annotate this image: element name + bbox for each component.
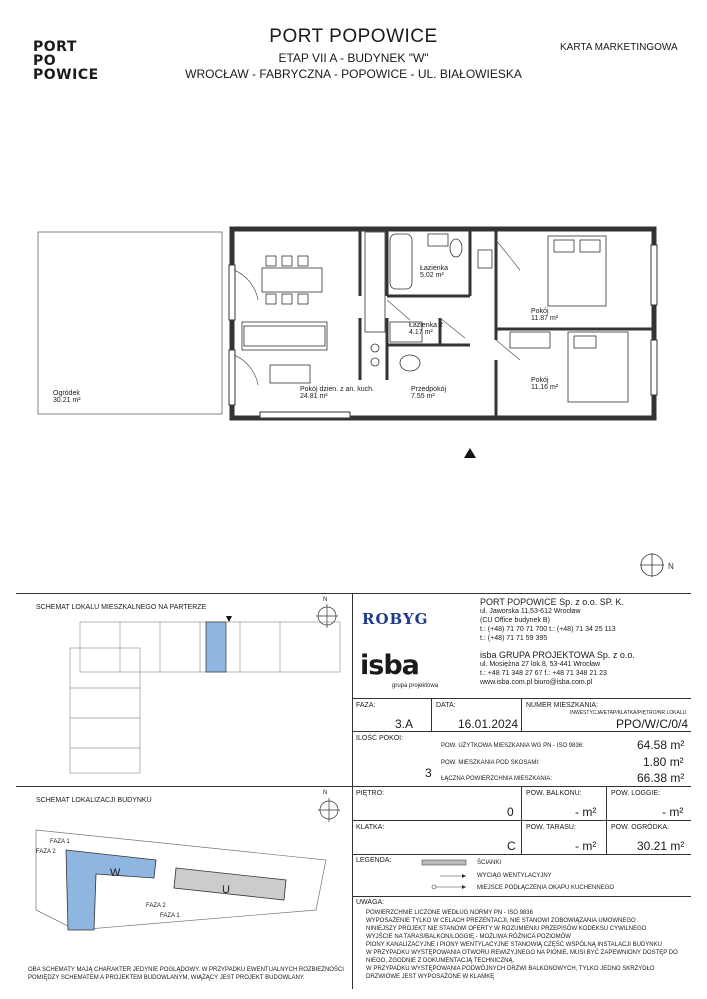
company1-block [480, 598, 690, 643]
divider-v3 [521, 786, 522, 854]
apt-number-sub: INWESTYCJA/ETAP/KLATKA/PIĘTRO/NR LOKALU [570, 710, 687, 716]
note-7: W PRZYPADKU WYSTĘPOWANIA PODWÓJNYCH DRZWI BALKONOWYCH, TYLKO JEDNO SKRZYDŁO DRZWIOWE JEST WYPOSAŻONE W KLAMKĘ [366, 966, 655, 980]
date-value: 16.01.2024 [458, 717, 519, 731]
loggia-value: - m² [662, 805, 684, 819]
company2-line3: www.isba.com.pl biuro@isba.com.pl [480, 679, 593, 686]
entrance-arrow [464, 448, 476, 458]
garden-value: 30.21 m² [637, 839, 685, 853]
garden-area [38, 232, 222, 414]
total-area-label: ŁĄCZNA POWIERZCHNIA MIESZKANIA: [441, 776, 553, 782]
building-w-label: W [110, 867, 121, 879]
slope-area-value: 1.80 m² [643, 755, 684, 769]
note-5: PIONY KANALIZACYJNE I PIONY WENTYLACYJNE STANOWIĄ CZĘŚĆ WSPÓLNĄ INSTALACJI BUDYNKU [366, 942, 662, 948]
company2-name: isba GRUPA PROJEKTOWA Sp. z o.o. [480, 650, 635, 660]
staircase-label: KLATKA: [356, 824, 385, 831]
divider-info2 [352, 731, 691, 732]
garden-label: POW. OGRÓDKA: [611, 824, 669, 831]
room-label-bathroom: Łazienka 5.02 m² [420, 265, 449, 279]
balcony-value: - m² [575, 805, 597, 819]
divider-v4 [606, 786, 607, 854]
divider-info5 [352, 854, 691, 855]
bathroom-fixtures [390, 234, 492, 371]
legend-item-hood: MIEJSCE PODŁĄCZENIA OKAPU KUCHENNEGO [477, 885, 615, 891]
floor-value: 0 [507, 805, 514, 819]
terrace-value: - m² [575, 839, 597, 853]
room-label-garden: Ogródek 30.21 m² [53, 390, 81, 404]
beds [510, 236, 628, 402]
apt-number-value: PPO/W/C/0/4 [616, 717, 689, 731]
total-area-value: 66.38 m² [637, 771, 685, 785]
schema1-drawing [40, 598, 350, 783]
notes-list [366, 909, 688, 981]
schema2-drawing [16, 790, 352, 960]
logo-line-1: PORT [33, 39, 77, 55]
logo-line-2: PO [33, 53, 57, 69]
note-4: WYJŚCIE NA TARAS/BALKON/LOGGIĘ - MOŻLIWA RÓŻNICA POZIOMÓW [366, 934, 571, 940]
schema2-compass [318, 798, 340, 822]
legend-item-walls: ŚCIANKI [477, 860, 502, 866]
faza-label: FAZA: [356, 702, 376, 709]
schema-disclaimer: OBA SCHEMATY MAJĄ CHARAKTER JEDYNIE POGLĄDOWY. W PRZYPADKU EWENTUALNYCH ROZBIEŻNOŚCI POMIĘDZY SCHEMATEM A PROJEKTEM BUDOWLANYM, WIĄŻĄCY JEST PROJEKT BUDOWLANY. [28, 967, 344, 981]
faza1v-label: FAZA 1 [160, 913, 180, 919]
room-label-room2: Pokój 11.16 m² [531, 377, 559, 391]
date-label: DATA: [436, 702, 456, 709]
kitchen-counter [365, 232, 385, 366]
apartment-highlight [206, 622, 226, 672]
divider-v1 [431, 698, 432, 731]
company1-line3: t.: (+48) 71 70 71 700 t.: (+48) 71 34 25 113 [480, 626, 616, 633]
divider-schema [16, 786, 352, 787]
company2-block [480, 651, 690, 687]
page-subtitle-address: WROCŁAW - FABRYCZNA - POPOWICE - UL. BIAŁOWIESKA [185, 67, 522, 81]
schema1-title: SCHEMAT LOKALU MIESZKALNEGO NA PARTERZE [36, 604, 207, 611]
isba-logo: isba [360, 650, 419, 681]
note-1: POWIERZCHNIE LICZONE WEDŁUG NORMY PN - ISO 9836 [366, 910, 533, 916]
isba-logo-sub: grupa projektowa [392, 683, 439, 689]
divider-top [16, 593, 691, 594]
building-u [174, 868, 286, 900]
sofa [242, 322, 327, 383]
floor-label: PIĘTRO: [356, 790, 385, 797]
logo-line-3: POWICE [33, 67, 99, 83]
balcony-label: POW. BALKONU: [526, 790, 582, 797]
divider-v2 [521, 698, 522, 731]
schema2-north: N [323, 790, 328, 796]
schema1-north: N [323, 597, 328, 603]
faza2-label: FAZA 2 [36, 849, 56, 855]
page-subtitle-stage: ETAP VII A - BUDYNEK "W" [278, 51, 429, 65]
room-label-hallway: Przedpokój 7.55 m² [411, 386, 447, 400]
card-type: KARTA MARKETINGOWA [560, 42, 678, 53]
room-label-room1: Pokój 11.87 m² [531, 308, 559, 322]
room-label-living: Pokój dzien. z an. kuch. 24.81 m² [300, 386, 374, 400]
door-swings [234, 240, 520, 385]
company2-line2: t.: +48 71 348 27 67 f.: +48 71 348 21 23 [480, 670, 607, 677]
staircase-value: C [507, 839, 516, 853]
company1-name: PORT POPOWICE Sp. z o.o. SP. K. [480, 597, 625, 607]
legend-title: LEGENDA: [356, 857, 392, 864]
dining-table [262, 256, 322, 304]
loggia-label: POW. LOGGIE: [611, 790, 661, 797]
terrace-label: POW. TARASU: [526, 824, 576, 831]
divider-vertical [352, 593, 353, 989]
compass-n: N [668, 562, 674, 571]
faza2v-label: FAZA 2 [146, 903, 166, 909]
faza-value: 3.A [395, 717, 414, 731]
building-w [66, 850, 156, 930]
rooms-count-label: ILOŚĆ POKOI: [356, 735, 404, 742]
legend-item-vent: WYCIĄG WENTYLACYJNY [477, 873, 552, 879]
notes-title: UWAGA: [356, 899, 385, 906]
note-6: W PRZYPADKU WYSTĘPOWANIA OTWORU REWIZYJNEGO NA PIONIE, MUSI BYĆ ZAPEWNIONY DOSTĘP DO NIEGO, ZGODNIE Z DOKUMENTACJĄ TECHNICZNĄ. [366, 950, 678, 964]
company2-line1: ul. Mosiężna 27 lok.8, 53-441 Wrocław [480, 661, 601, 668]
robyg-logo: ROBYG [362, 610, 429, 628]
schema2-title: SCHEMAT LOKALIZACJI BUDYNKU [36, 797, 152, 804]
building-u-label: U [222, 884, 230, 896]
note-2: WYPOSAŻENIE TYLKO W CELACH PREZENTACJI, NIE STANOWI ZOBOWIĄZANIA UMOWNEGO [366, 918, 636, 924]
room-label-bathroom2: Łazienka 2 4.17 m² [409, 322, 443, 336]
note-3: NINIEJSZY PROJEKT NIE STANOWI OFERTY W ROZUMIENIU PRZEPISÓW KODEKSU CYWILNEGO [366, 926, 647, 932]
usable-area-label: POW. UŻYTKOWA MIESZKANIA WG PN - ISO 9836: [441, 743, 584, 749]
page-title: PORT POPOWICE [269, 26, 438, 47]
slope-area-label: POW. MIESZKANIA POD SKOSAMI: [441, 760, 540, 766]
rooms-count-value: 3 [425, 766, 432, 780]
interior-walls [360, 229, 654, 418]
legend-symbols [420, 858, 475, 894]
faza1-label: FAZA 1 [50, 839, 70, 845]
usable-area-value: 64.58 m² [637, 738, 685, 752]
apt-number-label: NUMER MIESZKANIA: [526, 702, 598, 709]
company1-line1: ul. Jaworska 11,53-612 Wrocław [480, 608, 581, 615]
schema1-compass [316, 604, 338, 628]
company1-line2: (CU Office budynek B) [480, 617, 550, 624]
divider-info6 [352, 896, 691, 897]
company1-line4: t.: (+48) 71 71 59 395 [480, 635, 548, 642]
compass [640, 553, 664, 577]
